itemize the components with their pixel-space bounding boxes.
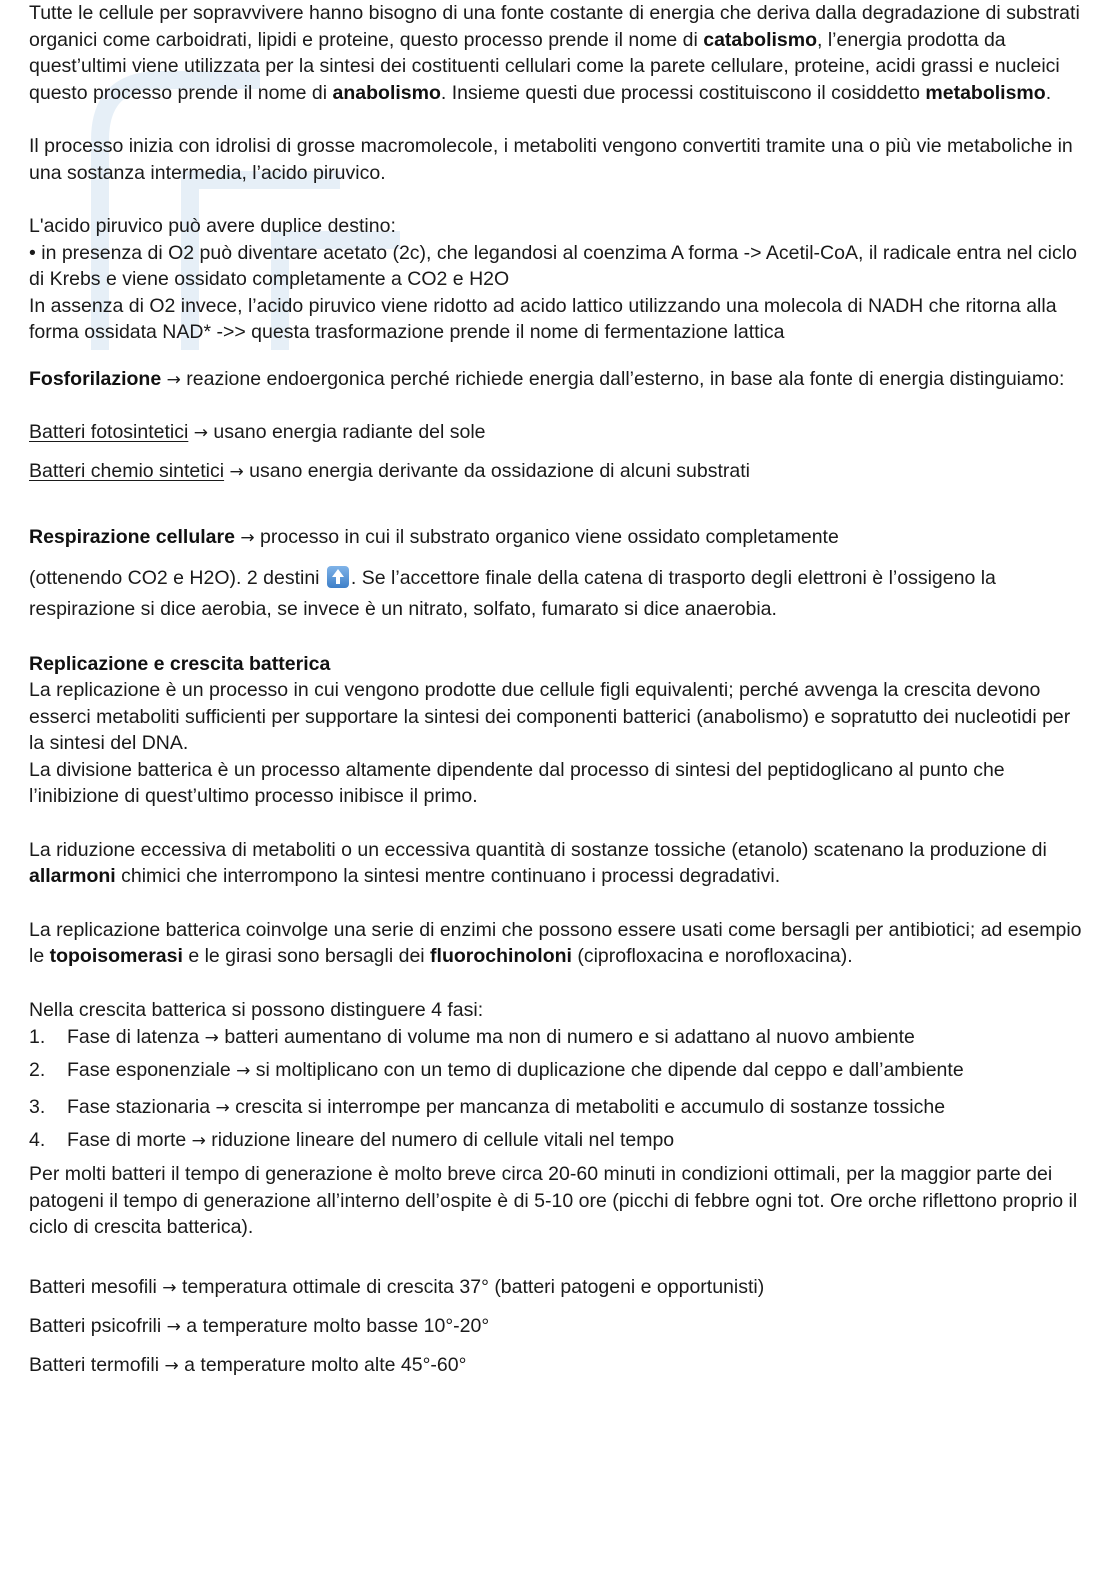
arrow-icon: → [162, 1277, 177, 1298]
paragraph-piruvico-o2: • in presenza di O2 può diventare acetato (2c), che legandosi al coenzima A forma -> Acetil-CoA, il radicale entra nel ciclo di Krebs e viene ossidato completamente a CO2 e H2O [29, 241, 1077, 290]
paragraph-piruvico-no-o2: In assenza di O2 invece, l’acido piruvico viene ridotto ad acido lattico utilizzando una molecola di NADH che ritorna alla forma ossidata NAD* ->> questa trasformazione prende il nome di fermentazione lattica [29, 294, 1057, 343]
arrow-icon: → [236, 1061, 251, 1081]
document-page [29, 0, 1089, 1385]
list-item: 2. Fase esponenziale → si moltiplicano con un temo di duplicazione che dipende dal ceppo e dall’ambiente [29, 1059, 964, 1081]
paragraph-metabolismo: Tutte le cellule per sopravvivere hanno bisogno di una fonte costante di energia che deriva dalla degradazione di substrati organici come carboidrati, lipidi e proteine, questo processo prende il nome di catabolismo, l’energia prodotta da quest’ultimi viene utilizzata per la sintesi dei costituenti cellulari come la parete cellulare, proteine, acidi grassi e nucleici questo processo prende il nome di anabolismo. Insieme questi due processi costituiscono il cosiddetto metabolismo. [29, 2, 1080, 104]
paragraph-replicazione: La replicazione è un processo in cui vengono prodotte due cellule figli equivalenti; perché avvenga la crescita devono esserci metaboliti sufficienti per supportare la sintesi dei componenti batterici (anabolismo) e sopratutto dei nucleotidi per la sintesi del DNA. [29, 679, 1071, 754]
arrow-icon: → [204, 1028, 219, 1048]
line-mesofili: Batteri mesofili → temperatura ottimale di crescita 37° (batteri patogeni e opportunisti) [29, 1275, 765, 1298]
arrow-icon: → [240, 527, 255, 548]
term-catabolismo: catabolismo [703, 28, 818, 51]
term-allarmoni: allarmoni [29, 865, 116, 887]
paragraph-fasi-intro: Nella crescita batterica si possono distinguere 4 fasi: [29, 998, 484, 1021]
list-item: 1. Fase di latenza → batteri aumentano di volume ma non di numero e si adattano al nuovo ambiente [29, 1026, 915, 1048]
paragraph-respirazione-cont: (ottenendo CO2 e H2O). 2 destini . Se l’accettore finale della catena di trasporto degli elettroni è l’ossigeno la respirazione si dice aerobia, se invece è un nitrato, solfato, fumarato si dice anaerobia. [29, 566, 996, 620]
term-anabolismo: anabolismo [332, 81, 441, 104]
term-batteri-chemiosintetici: Batteri chemio sintetici [29, 459, 225, 482]
arrow-icon: → [164, 1355, 179, 1376]
arrow-icon: → [191, 1131, 206, 1151]
arrow-icon: → [166, 369, 181, 390]
paragraph-respirazione: Respirazione cellulare → processo in cui il substrato organico viene ossidato completamente [29, 525, 839, 548]
line-batteri-fotosintetici: Batteri fotosintetici → usano energia radiante del sole [29, 420, 486, 443]
term-metabolismo: metabolismo [925, 81, 1046, 104]
arrow-icon: → [215, 1098, 230, 1118]
paragraph-fosforilazione: Fosforilazione → reazione endoergonica perché richiede energia dall’esterno, in base ala fonte di energia distinguiamo: [29, 367, 1065, 390]
arrow-icon: → [166, 1316, 181, 1337]
line-batteri-chemiosintetici: Batteri chemio sintetici → usano energia derivante da ossidazione di alcuni substrati [29, 459, 750, 482]
list-item: 3. Fase stazionaria → crescita si interrompe per mancanza di metaboliti e accumulo di sostanze tossiche [29, 1096, 946, 1118]
paragraph-tempo-generazione: Per molti batteri il tempo di generazione è molto breve circa 20-60 minuti in condizioni ottimali, per la maggior parte dei patogeni il tempo di generazione all’interno dell’ospite è di 5-10 ore (picchi di febbre ogni tot. Ore orche riflettono proprio il ciclo di crescita batterica). [29, 1163, 1078, 1238]
paragraph-allarmoni: La riduzione eccessiva di metaboliti o un eccessiva quantità di sostanze tossiche (etanolo) scatenano la produzione di allarmoni chimici che interrompono la sintesi mentre continuano i processi degradativi. [29, 838, 1047, 887]
up-arrow-icon [327, 566, 349, 588]
term-fluorochinoloni: fluorochinoloni [430, 945, 572, 967]
paragraph-enzimi: La replicazione batterica coinvolge una serie di enzimi che possono essere usati come bersagli per antibiotici; ad esempio le topoisomerasi e le girasi sono bersagli dei fluorochinoloni (ciprofloxacina e norofloxacina). [29, 918, 1082, 967]
arrow-icon: → [229, 461, 244, 482]
line-psicofrili: Batteri psicofrili → a temperature molto basse 10°-20° [29, 1314, 490, 1337]
term-topoisomerasi: topoisomerasi [49, 945, 183, 967]
arrow-icon: → [193, 422, 208, 443]
line-termofili: Batteri termofili → a temperature molto alte 45°-60° [29, 1353, 467, 1376]
paragraph-idrolisi: Il processo inizia con idrolisi di grosse macromolecole, i metaboliti vengono convertiti tramite una o più vie metaboliche in una sostanza intermedia, l’acido piruvico. [29, 135, 1073, 184]
paragraph-divisione: La divisione batterica è un processo altamente dipendente dal processo di sintesi del peptidoglicano al punto che l’inibizione di quest’ultimo processo inibisce il primo. [29, 758, 1005, 807]
list-item: 4. Fase di morte → riduzione lineare del numero di cellule vitali nel tempo [29, 1129, 675, 1151]
term-fosforilazione: Fosforilazione [29, 367, 162, 390]
term-batteri-fotosintetici: Batteri fotosintetici [29, 420, 189, 443]
term-respirazione-cellulare: Respirazione cellulare [29, 525, 235, 548]
section-heading-replicazione: Replicazione e crescita batterica [29, 652, 331, 675]
paragraph-piruvico-intro: L'acido piruvico può avere duplice destino: [29, 215, 396, 237]
list-fasi [29, 1023, 1089, 1155]
